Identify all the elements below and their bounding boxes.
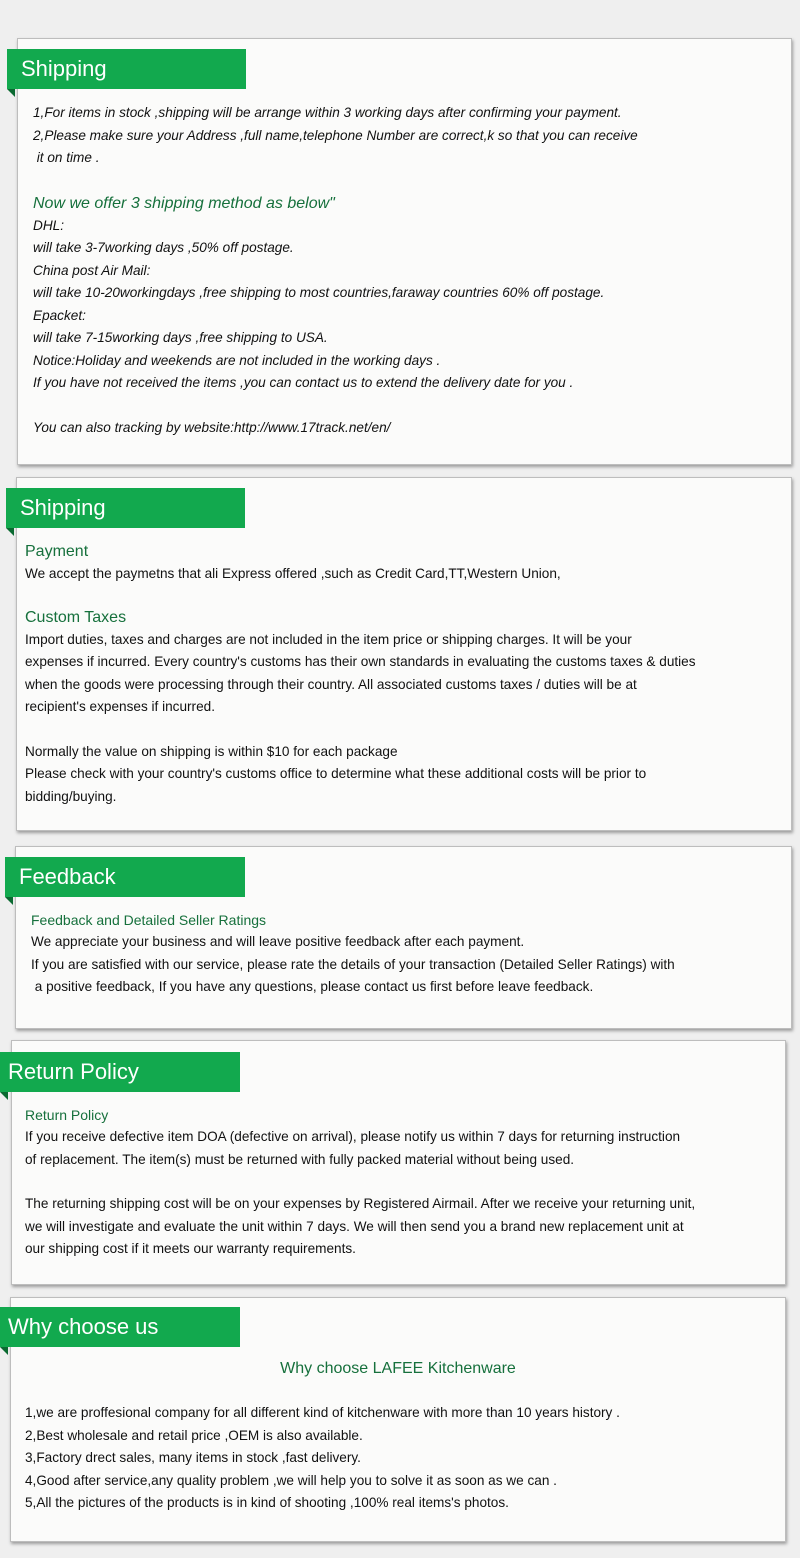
return-line: The returning shipping cost will be on your expenses by Registered Airmail. After we receive your returning unit, [25, 1196, 696, 1211]
feedback-heading: Feedback and Detailed Seller Ratings [31, 912, 267, 928]
payment-text: We accept the paymetns that ali Express offered ,such as Credit Card,TT,Western Union, [25, 566, 561, 581]
shipping-method-line: If you have not received the items ,you can contact us to extend the delivery date for you . [33, 375, 574, 390]
why-heading: Why choose LAFEE Kitchenware [280, 1360, 516, 1377]
shipping-tab-2: Shipping [6, 488, 245, 528]
shipping-method-line: will take 10-20workingdays ,free shipping to most countries,faraway countries 60% off postage. [33, 285, 605, 300]
shipping-method-line: DHL: [33, 217, 64, 233]
taxes-line: expenses if incurred. Every country's customs has their own standards in evaluating the customs taxes & duties [25, 654, 696, 669]
return-line: our shipping cost if it meets our warranty requirements. [25, 1241, 356, 1256]
shipping-line: it on time . [33, 150, 100, 165]
shipping-line: 1,For items in stock ,shipping will be arrange within 3 working days after confirming your payment. [33, 105, 622, 120]
why-body [25, 1402, 620, 1515]
taxes-line: Import duties, taxes and charges are not included in the item price or shipping charges. It will be your [25, 631, 632, 647]
shipping-method-line: Epacket: [33, 307, 86, 323]
feedback-body [31, 909, 675, 999]
why-line: 3,Factory drect sales, many items in stock ,fast delivery. [25, 1450, 361, 1465]
feedback-line: If you are satisfied with our service, please rate the details of your transaction (Detailed Seller Ratings) with [31, 956, 675, 972]
shipping-method-line: Notice:Holiday and weekends are not included in the working days . [33, 352, 441, 368]
return-policy-body [25, 1104, 695, 1261]
shipping-line: 2,Please make sure your Address ,full name,telephone Number are correct,k so that you can receive [33, 127, 638, 143]
tracking-line: You can also tracking by website:http://www.17track.net/en/ [33, 419, 391, 435]
value-line: Please check with your country's customs office to determine what these additional costs will be prior to [25, 766, 647, 781]
value-line: bidding/buying. [25, 788, 117, 804]
value-line: Normally the value on shipping is within $10 for each package [25, 743, 398, 759]
return-line: we will investigate and evaluate the unit within 7 days. We will then send you a brand new replacement unit at [25, 1218, 684, 1234]
return-line: If you receive defective item DOA (defective on arrival), please notify us within 7 days for returning instruction [25, 1129, 681, 1144]
shipping-body [33, 102, 638, 439]
payment-heading: Payment [25, 543, 89, 560]
why-heading-wrap [10, 1358, 786, 1380]
taxes-line: recipient's expenses if incurred. [25, 699, 215, 714]
return-line: of replacement. The item(s) must be returned with fully packed material without being used. [25, 1151, 575, 1167]
return-policy-tab: Return Policy [0, 1052, 240, 1092]
feedback-line: We appreciate your business and will leave positive feedback after each payment. [31, 934, 525, 949]
taxes-heading: Custom Taxes [25, 608, 127, 626]
return-policy-heading: Return Policy [25, 1107, 109, 1123]
why-line: 1,we are proffesional company for all different kind of kitchenware with more than 10 years history . [25, 1405, 620, 1420]
shipping-tab: Shipping [7, 49, 246, 89]
feedback-line: a positive feedback, If you have any questions, please contact us first before leave feedback. [31, 979, 594, 994]
shipping-method-line: China post Air Mail: [33, 262, 151, 278]
payment-body [25, 541, 696, 808]
feedback-tab: Feedback [5, 857, 245, 897]
why-line: 5,All the pictures of the products is in kind of shooting ,100% real items's photos. [25, 1495, 509, 1510]
shipping-method-line: will take 3-7working days ,50% off postage. [33, 240, 294, 255]
shipping-methods-heading: Now we offer 3 shipping method as below" [33, 194, 335, 212]
why-line: 4,Good after service,any quality problem ,we will help you to solve it as soon as we can . [25, 1472, 557, 1488]
shipping-method-line: will take 7-15working days ,free shipping to USA. [33, 330, 328, 345]
why-line: 2,Best wholesale and retail price ,OEM is also available. [25, 1427, 363, 1443]
why-tab: Why choose us [0, 1307, 240, 1347]
taxes-line: when the goods were processing through their country. All associated customs taxes / duties will be at [25, 676, 637, 692]
